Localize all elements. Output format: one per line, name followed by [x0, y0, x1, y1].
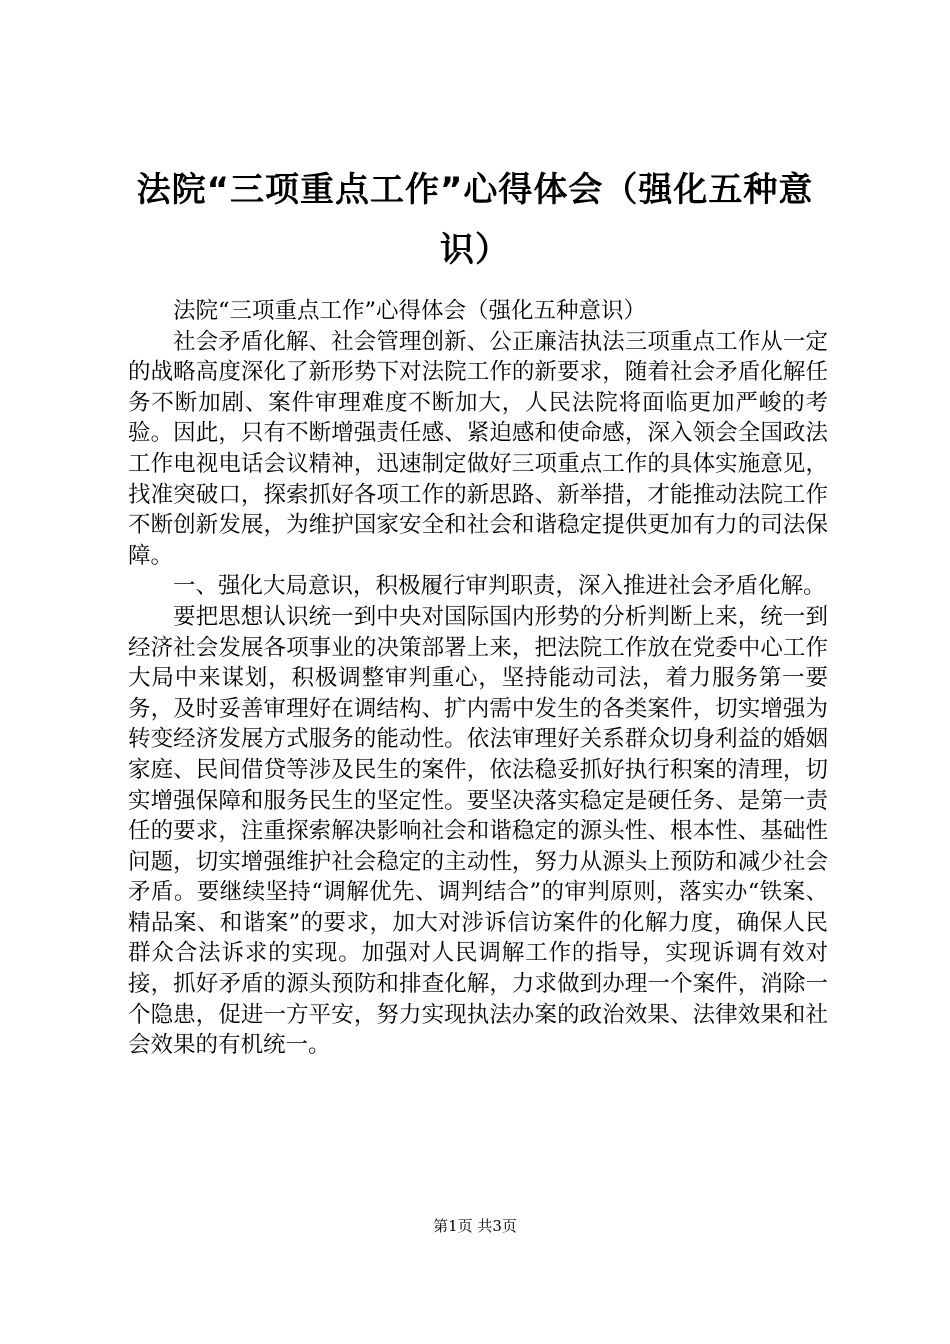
document-body: [128, 296, 828, 1061]
page-footer: 第1页 共3页: [433, 1217, 517, 1235]
body-paragraph: 要把思想认识统一到中央对国际国内形势的分析判断上来，统一到经济社会发展各项事业的决策部署上来，把法院工作放在党委中心工作大局中来谋划，积极调整审判重心，坚持能动司法，着力服务第一要务，及时妥善审理好在调结构、扩内需中发生的各类案件，切实增强为转变经济发展方式服务的能动性。依法审理好关系群众切身利益的婚姻家庭、民间借贷等涉及民生的案件，依法稳妥抓好执行积案的清理，切实增强保障和服务民生的坚定性。要坚决落实稳定是硬任务、是第一责任的要求，注重探索解决影响社会和谐稳定的源头性、根本性、基础性问题，切实增强维护社会稳定的主动性，努力从源头上预防和减少社会矛盾。要继续坚持“调解优先、调判结合”的审判原则，落实办“铁案、精品案、和谐案”的要求，加大对涉诉信访案件的化解力度，确保人民群众合法诉求的实现。加强对人民调解工作的指导，实现诉调有效对接，抓好矛盾的源头预防和排查化解，力求做到办理一个案件，消除一个隐患，促进一方平安，努力实现执法办案的政治效果、法律效果和社会效果的有机统一。: [128, 603, 828, 1059]
section-heading: 一、强化大局意识，积极履行审判职责，深入推进社会矛盾化解。: [173, 573, 826, 600]
document-title: 法院“三项重点工作”心得体会（强化五种意识）: [136, 170, 814, 270]
body-paragraph: 社会矛盾化解、社会管理创新、公正廉洁执法三项重点工作从一定的战略高度深化了新形势下对法院工作的新要求，随着社会矛盾化解任务不断加剧、案件审理难度不断加大，人民法院将面临更加严峻的考验。因此，只有不断增强责任感、紧迫感和使命感，深入领会全国政法工作电视电话会议精神，迅速制定做好三项重点工作的具体实施意见，找准突破口，探索抓好各项工作的新思路、新举措，才能推动法院工作不断创新发展，为维护国家安全和社会和谐稳定提供更加有力的司法保障。: [128, 328, 828, 569]
subtitle-paragraph: 法院“三项重点工作”心得体会（强化五种意识）: [173, 298, 647, 324]
